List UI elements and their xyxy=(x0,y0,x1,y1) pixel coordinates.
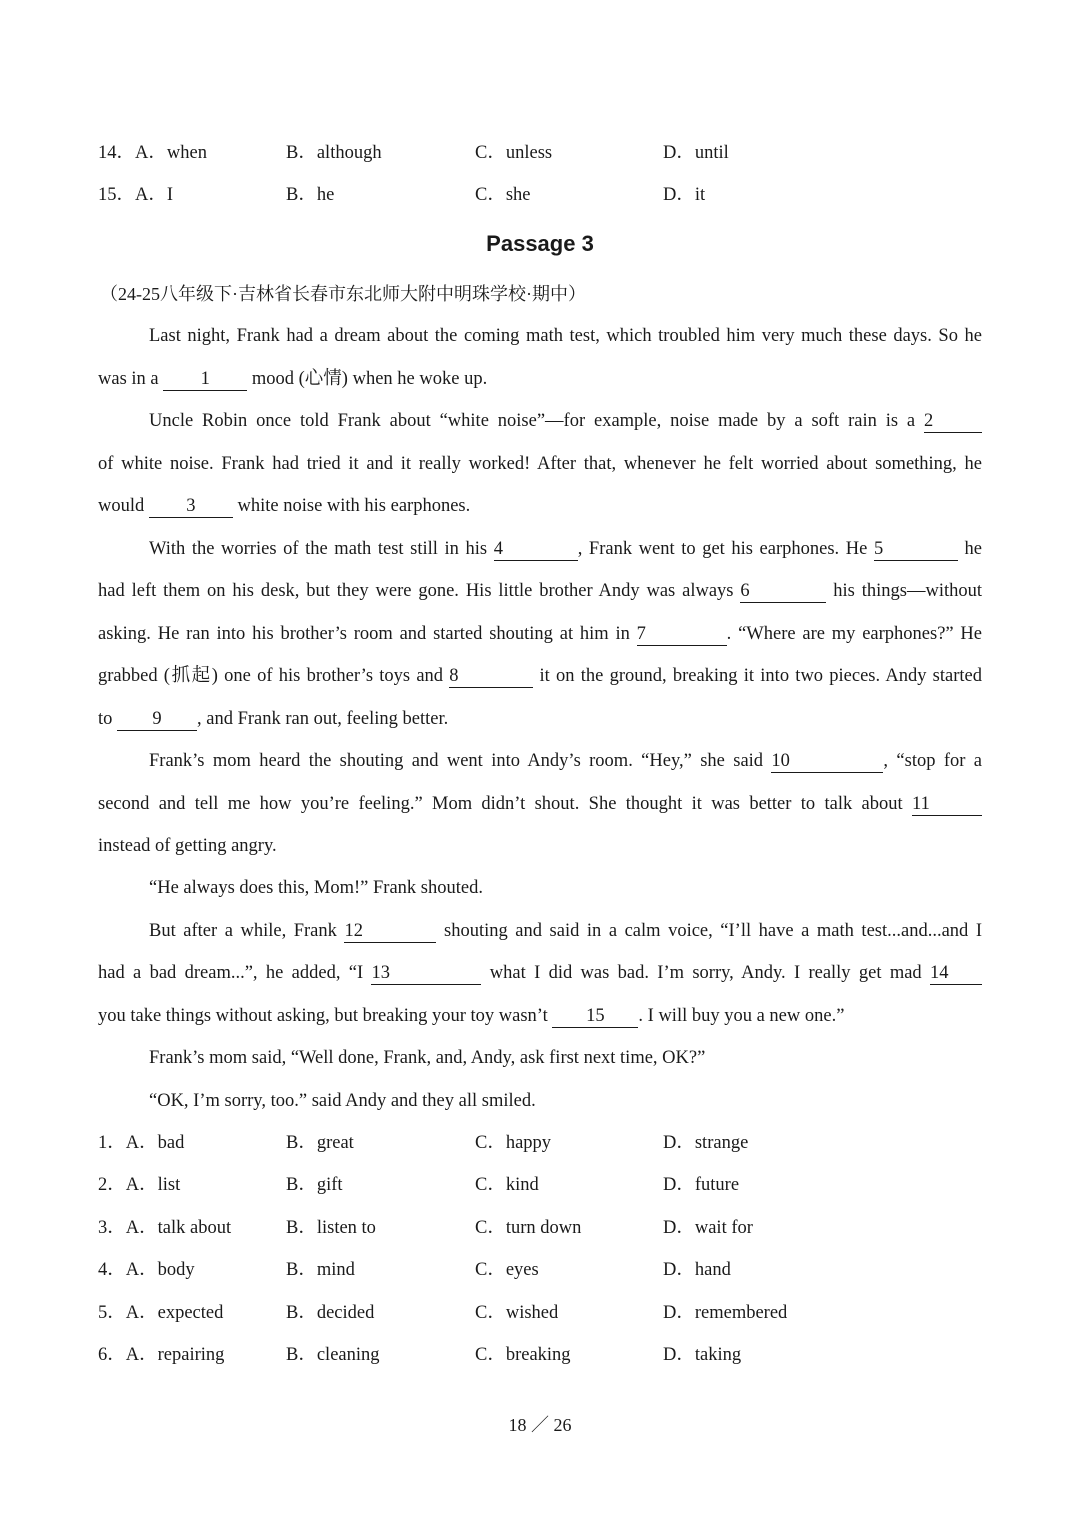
question-6-options xyxy=(98,1340,982,1370)
blank-6: 6 xyxy=(740,580,826,603)
passage-line: Frank’s mom heard the shouting and went into Andy’s room. “Hey,” she said 10 , “stop for a xyxy=(149,751,982,771)
option-a: 1．A．bad xyxy=(98,1133,185,1153)
page-number: 18 ／ 26 xyxy=(508,1415,572,1435)
blank-7: 7 xyxy=(637,623,727,646)
passage-line: “He always does this, Mom!” Frank shouted. xyxy=(149,878,483,898)
passage-line: grabbed (抓起) one of his brother’s toys and 8 it on the ground, breaking it into two pieces. Andy started xyxy=(98,666,982,686)
passage-line: instead of getting angry. xyxy=(98,836,277,856)
option-a: 15．A．I xyxy=(98,185,174,205)
option-a: 6．A．repairing xyxy=(98,1345,225,1365)
passage-title: Passage 3 xyxy=(486,231,594,256)
option-a: 3．A．talk about xyxy=(98,1218,232,1238)
option-c: C．breaking xyxy=(475,1345,571,1365)
question-2-options xyxy=(98,1170,982,1200)
question-1-options xyxy=(98,1128,982,1158)
option-d: D．strange xyxy=(663,1133,749,1153)
passage-line: Uncle Robin once told Frank about “white noise”—for example, noise made by a soft rain is a 2 xyxy=(98,406,982,436)
question-3-options xyxy=(98,1213,982,1243)
passage-line: to 9 , and Frank ran out, feeling better. xyxy=(98,709,449,729)
option-c: C．wished xyxy=(475,1303,559,1323)
option-d: D．taking xyxy=(663,1345,742,1365)
passage-line: asking. He ran into his brother’s room and started shouting at him in 7 . “Where are my earphones?” He xyxy=(98,624,982,644)
option-b: B．he xyxy=(286,185,335,205)
passage-line: had left them on his desk, but they were gone. His little brother Andy was always 6 his things—without xyxy=(98,581,982,601)
passage-line: would 3 white noise with his earphones. xyxy=(98,496,471,516)
blank-3: 3 xyxy=(149,495,233,518)
passage-line: had a bad dream...”, he added, “I 13 what I did was bad. I’m sorry, Andy. I really get mad 14 xyxy=(98,958,982,988)
option-c: C．unless xyxy=(475,143,553,163)
passage-line: of white noise. Frank had tried it and it really worked! After that, whenever he felt worried about something, he xyxy=(98,454,982,474)
option-b: B．decided xyxy=(286,1303,375,1323)
blank-12: 12 xyxy=(344,920,436,943)
option-d: D．until xyxy=(663,143,729,163)
option-c: C．she xyxy=(475,185,531,205)
option-d: D．future xyxy=(663,1175,740,1195)
option-d: D．it xyxy=(663,185,706,205)
blank-2: 2 xyxy=(924,410,982,433)
blank-14: 14 xyxy=(930,962,982,985)
passage-line: But after a while, Frank 12 shouting and said in a calm voice, “I’ll have a math test...and...and I xyxy=(149,921,982,941)
option-a: 14．A．when xyxy=(98,143,207,163)
option-d: D．wait for xyxy=(663,1218,753,1238)
passage-line: you take things without asking, but breaking your toy wasn’t 15 . I will buy you a new one.” xyxy=(98,1006,845,1026)
option-d: D．hand xyxy=(663,1260,731,1280)
passage-line: Last night, Frank had a dream about the coming math test, which troubled him very much these days. So he xyxy=(149,326,982,346)
option-b: B．gift xyxy=(286,1175,343,1195)
blank-1: 1 xyxy=(163,368,247,391)
option-a: 5．A．expected xyxy=(98,1303,224,1323)
blank-10: 10 xyxy=(771,750,883,773)
passage-line: With the worries of the math test still in his 4 , Frank went to get his earphones. He 5 he xyxy=(149,539,982,559)
blank-4: 4 xyxy=(494,538,578,561)
blank-13: 13 xyxy=(371,962,481,985)
option-d: D．remembered xyxy=(663,1303,788,1323)
option-c: C．eyes xyxy=(475,1260,539,1280)
option-b: B．although xyxy=(286,143,382,163)
question-15-options xyxy=(98,180,982,210)
passage-line: “OK, I’m sorry, too.” said Andy and they all smiled. xyxy=(149,1091,536,1111)
option-b: B．listen to xyxy=(286,1218,376,1238)
option-b: B．cleaning xyxy=(286,1345,380,1365)
passage-line: was in a 1 mood (心情) when he woke up. xyxy=(98,369,488,389)
option-c: C．kind xyxy=(475,1175,539,1195)
blank-5: 5 xyxy=(874,538,958,561)
option-a: 4．A．body xyxy=(98,1260,195,1280)
passage-source: （24-25八年级下·吉林省长春市东北师大附中明珠学校·期中） xyxy=(100,284,586,304)
passage-line: second and tell me how you’re feeling.” Mom didn’t shout. She thought it was better to talk about 11 xyxy=(98,789,982,819)
passage-line: Frank’s mom said, “Well done, Frank, and, Andy, ask first next time, OK?” xyxy=(149,1048,706,1068)
blank-8: 8 xyxy=(449,665,533,688)
question-14-options xyxy=(98,138,982,168)
option-c: C．turn down xyxy=(475,1218,582,1238)
blank-9: 9 xyxy=(117,708,197,731)
option-b: B．mind xyxy=(286,1260,355,1280)
option-a: 2．A．list xyxy=(98,1175,181,1195)
blank-15: 15 xyxy=(552,1005,638,1028)
option-b: B．great xyxy=(286,1133,354,1153)
question-4-options xyxy=(98,1255,982,1285)
question-5-options xyxy=(98,1298,982,1328)
option-c: C．happy xyxy=(475,1133,552,1153)
blank-11: 11 xyxy=(912,793,982,816)
